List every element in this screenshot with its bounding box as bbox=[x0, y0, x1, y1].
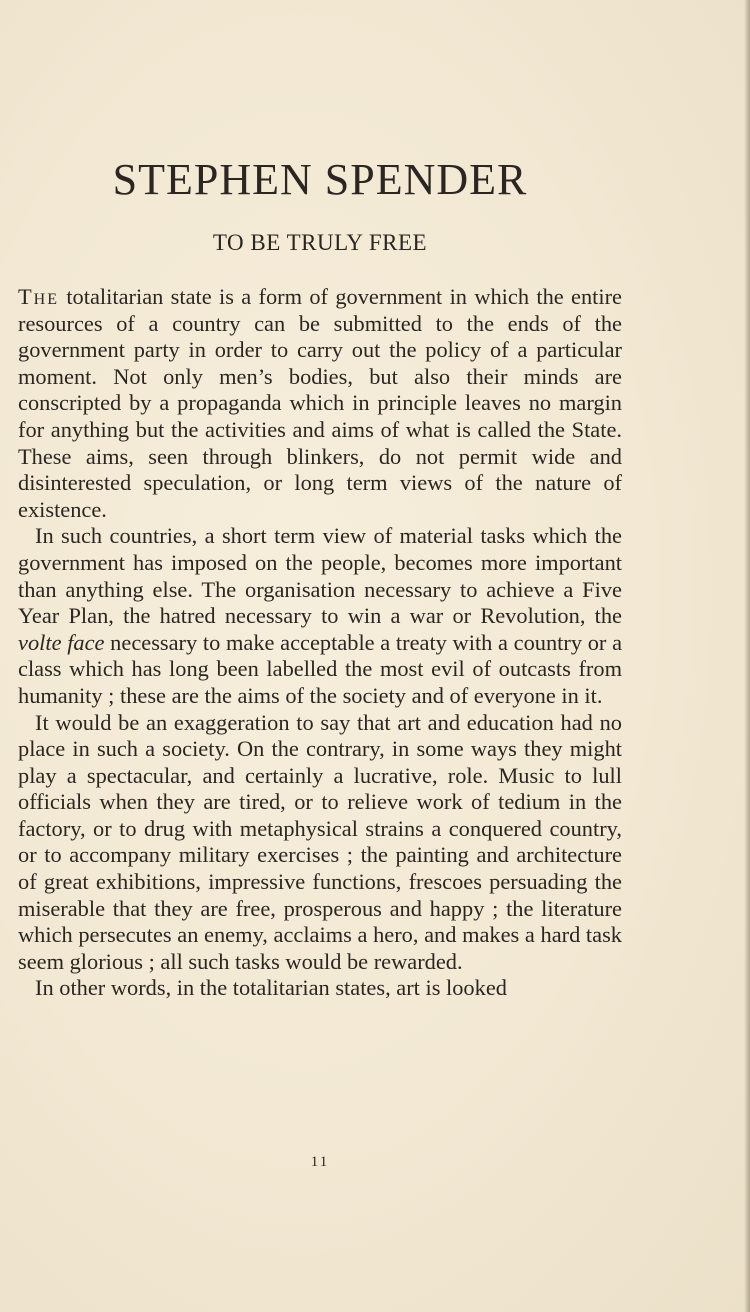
paragraph-3 bbox=[18, 710, 622, 976]
page-number: 11 bbox=[310, 1154, 330, 1170]
essay-title: TO BE TRULY FREE bbox=[212, 230, 428, 255]
paragraph-2-text-before: In such countries, a short term view of material tasks which the government has imposed on the people, becomes more important than anything else. The organisation necessary to achieve a Five Year Plan, the hatred necessary to win a war or Revolution, the bbox=[18, 523, 622, 629]
paragraph-1 bbox=[18, 284, 622, 523]
paragraph-2-text-after: necessary to make acceptable a treaty with a country or a class which has long been labelled the most evil of outcasts from humanity ; these are the aims of the society and of everyone in it. bbox=[18, 629, 623, 708]
paragraph-4-text: In other words, in the totalitarian states, art is looked bbox=[35, 975, 507, 1001]
paragraph-4 bbox=[18, 975, 622, 1002]
paragraph-3-text: It would be an exaggeration to say that art and education had no place in such a society. On the contrary, in some ways they might play a spectacular, and certainly a lucrative, role. Music to lull officials when they are tired, or to relieve work of tedium in the factory, or to drug with metaphysical strains a conquered country, or to accompany military exercises ; the painting and architecture of great exhibitions, impressive functions, frescoes persuading the miserable that they are free, prosperous and happy ; the literature which persecutes an enemy, acclaims a hero, and makes a hard task seem glorious ; all such tasks would be rewarded. bbox=[18, 709, 622, 974]
paragraph-2 bbox=[18, 523, 622, 709]
paragraph-2-italic-phrase: volte face bbox=[18, 629, 105, 655]
author-heading: STEPHEN SPENDER bbox=[112, 155, 528, 204]
paragraph-1-text: totalitarian state is a form of government in which the entire resources of a country can be submitted to the ends of the government party in order to carry out the policy of a particular moment. Not only men’s bodies, but also their minds are conscripted by a propaganda which in principle leaves no margin for anything but the activities and aims of what is called the State. These aims, seen through blinkers, do not permit wide and disinterested speculation, or long term views of the nature of existence. bbox=[18, 284, 622, 522]
paragraph-lead-word: The bbox=[18, 284, 60, 309]
essay-body bbox=[18, 284, 622, 1002]
